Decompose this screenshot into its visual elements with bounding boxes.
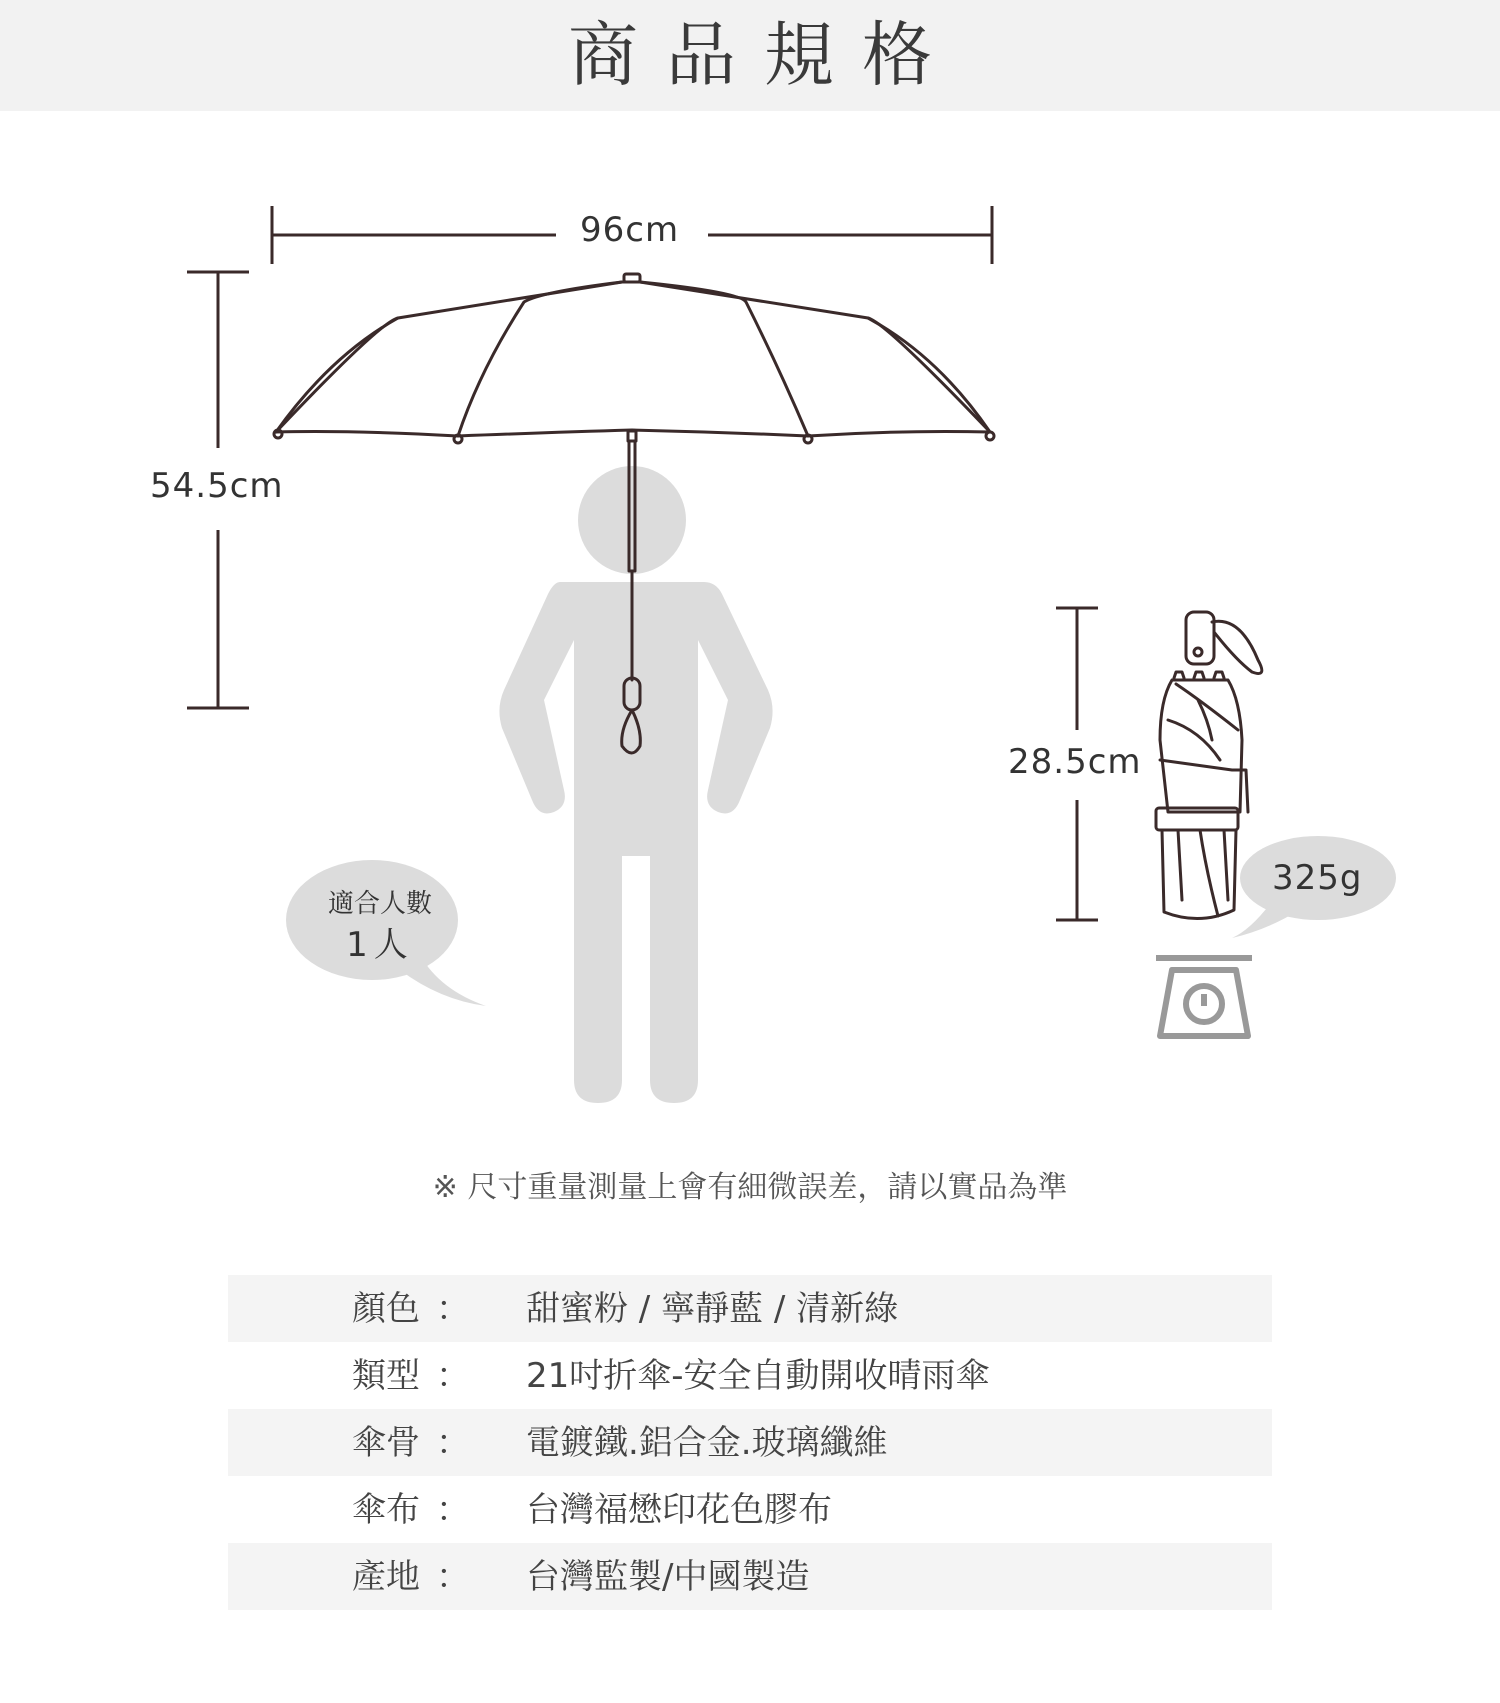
spec-label: 傘布 xyxy=(352,1489,420,1530)
spec-colon: ： xyxy=(436,1288,470,1329)
spec-label: 產地 xyxy=(352,1556,420,1597)
spec-table xyxy=(228,1275,1272,1610)
spec-colon: ： xyxy=(436,1355,470,1396)
scale-icon xyxy=(1156,958,1252,1036)
open-width-label: 96cm xyxy=(580,210,680,250)
capacity-label: 適合人數 xyxy=(327,889,432,919)
open-height-label: 54.5cm xyxy=(150,466,284,506)
folded-length-label: 28.5cm xyxy=(1008,742,1142,782)
spec-value: 電鍍鐵.鋁合金.玻璃纖維 xyxy=(526,1422,888,1463)
spec-row-frame xyxy=(228,1409,1272,1476)
spec-label: 顏色 xyxy=(352,1288,420,1329)
spec-value: 台灣監製/中國製造 xyxy=(526,1556,810,1597)
weight-label: 325g xyxy=(1272,858,1363,898)
spec-colon: ： xyxy=(436,1422,470,1463)
spec-value: 台灣福懋印花色膠布 xyxy=(526,1489,832,1530)
capacity-value: 1人 xyxy=(346,925,414,965)
measurement-note: ※ 尺寸重量測量上會有細微誤差，請以實品為準 xyxy=(432,1170,1068,1205)
spec-value: 甜蜜粉 / 寧靜藍 / 清新綠 xyxy=(526,1288,899,1329)
spec-label: 傘骨 xyxy=(352,1422,420,1463)
spec-row-type xyxy=(228,1342,1272,1409)
spec-value: 21吋折傘-安全自動開收晴雨傘 xyxy=(526,1355,990,1396)
spec-row-fabric xyxy=(228,1476,1272,1543)
spec-colon: ： xyxy=(436,1556,470,1597)
spec-label: 類型 xyxy=(352,1355,420,1396)
spec-colon: ： xyxy=(436,1489,470,1530)
spec-row-origin xyxy=(228,1543,1272,1610)
page-title: 商品規格 xyxy=(568,14,960,96)
spec-row-color xyxy=(228,1275,1272,1342)
